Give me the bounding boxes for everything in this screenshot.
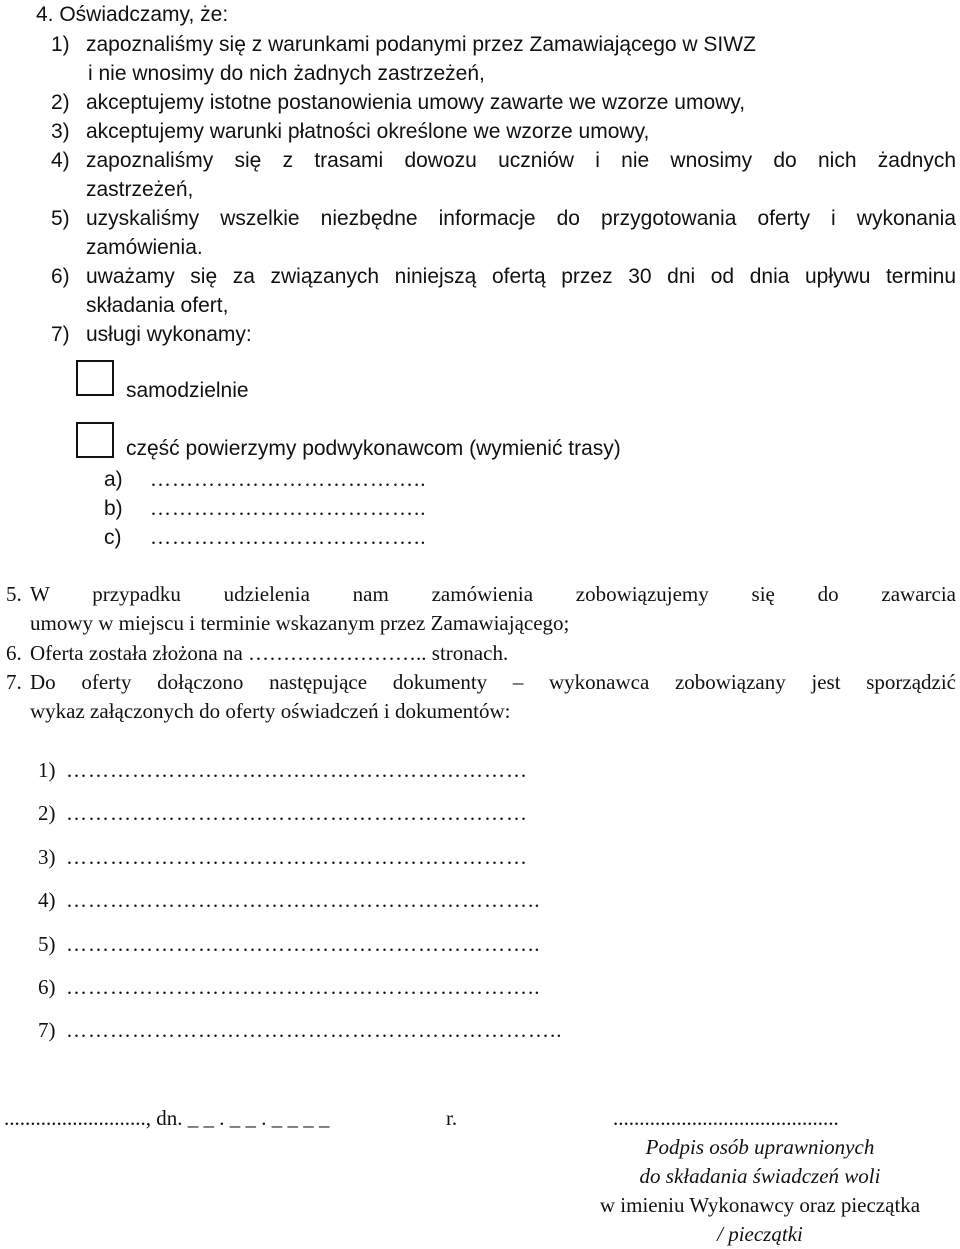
section-7-text: wykaz załączonych do oferty oświadczeń i dokumentów:	[30, 699, 511, 723]
signature-caption-line: do składania świadczeń woli	[639, 1164, 881, 1188]
year-suffix: r.	[446, 1106, 458, 1130]
attachment-label: 1)	[38, 758, 56, 782]
attachment-fill-line[interactable]: ………………………………………………………..	[66, 932, 541, 956]
section-5-number: 5.	[6, 582, 22, 606]
section-4-heading: 4. Oświadczamy, że:	[36, 3, 229, 26]
item-text: uważamy się za związanych niniejszą ofertą przez 30 dni od dnia upływu terminu	[86, 265, 956, 288]
signature-caption-line: / pieczątki	[717, 1222, 803, 1246]
item-text: zastrzeżeń,	[86, 178, 194, 201]
section-5-text: W przypadku udzielenia nam zamówienia zobowiązujemy się do zawarcia	[30, 582, 956, 606]
route-fill-line[interactable]: ………………………………..	[150, 467, 427, 491]
item-text: zamówienia.	[86, 236, 203, 259]
place-date-line[interactable]: ..........................., dn. _ _ . _ _ . _ _ _ _	[4, 1106, 330, 1130]
signature-dots[interactable]: ...........................................	[613, 1106, 839, 1130]
option-label: samodzielnie	[126, 379, 249, 402]
attachment-label: 3)	[38, 845, 56, 869]
item-text: akceptujemy warunki płatności określone we wzorze umowy,	[86, 120, 650, 143]
option-checkbox-self[interactable]	[76, 360, 114, 396]
route-fill-line[interactable]: ………………………………..	[150, 496, 427, 520]
item-number: 2)	[51, 91, 70, 114]
section-6-text: Oferta została złożona na …………………….. stronach.	[30, 641, 509, 665]
route-label: a)	[104, 468, 123, 491]
attachment-label: 4)	[38, 888, 56, 912]
attachment-fill-line[interactable]: ………………………………………………………	[66, 845, 528, 869]
route-label: b)	[104, 497, 123, 520]
item-number: 4)	[51, 149, 70, 172]
section-7-number: 7.	[6, 670, 22, 694]
attachment-label: 6)	[38, 975, 56, 999]
item-text: i nie wnosimy do nich żadnych zastrzeżeń,	[88, 62, 485, 85]
signature-caption-line: Podpis osób uprawnionych	[645, 1135, 875, 1159]
attachment-label: 7)	[38, 1018, 56, 1042]
item-number: 3)	[51, 120, 70, 143]
item-text: usługi wykonamy:	[86, 323, 252, 346]
item-number: 6)	[51, 265, 70, 288]
section-7-text: Do oferty dołączono następujące dokumenty – wykonawca zobowiązany jest sporządzić	[30, 670, 956, 694]
route-label: c)	[104, 526, 122, 549]
item-number: 5)	[51, 207, 70, 230]
signature-caption-line: w imieniu Wykonawcy oraz pieczątka	[599, 1193, 921, 1217]
attachment-fill-line[interactable]: ………………………………………………………..	[66, 888, 541, 912]
route-fill-line[interactable]: ………………………………..	[150, 525, 427, 549]
item-number: 7)	[51, 323, 70, 346]
attachment-label: 2)	[38, 801, 56, 825]
option-label: część powierzymy podwykonawcom (wymienić trasy)	[126, 437, 621, 460]
attachment-fill-line[interactable]: ………………………………………………………	[66, 801, 528, 825]
section-5-text: umowy w miejscu i terminie wskazanym przez Zamawiającego;	[30, 611, 570, 635]
section-6-number: 6.	[6, 641, 22, 665]
item-text: zapoznaliśmy się z trasami dowozu uczniów i nie wnosimy do nich żadnych	[86, 149, 956, 172]
signature-caption	[560, 1133, 960, 1249]
item-text: uzyskaliśmy wszelkie niezbędne informacje do przygotowania oferty i wykonania	[86, 207, 956, 230]
item-text: zapoznaliśmy się z warunkami podanymi przez Zamawiającego w SIWZ	[86, 33, 756, 56]
item-text: akceptujemy istotne postanowienia umowy zawarte we wzorze umowy,	[86, 91, 746, 114]
item-number: 1)	[51, 33, 70, 56]
attachment-fill-line[interactable]: …………………………………………………………..	[66, 1018, 563, 1042]
attachment-fill-line[interactable]: ………………………………………………………..	[66, 975, 541, 999]
attachment-label: 5)	[38, 932, 56, 956]
attachment-fill-line[interactable]: ………………………………………………………	[66, 758, 528, 782]
item-text: składania ofert,	[86, 294, 229, 317]
option-checkbox-subcontract[interactable]	[76, 422, 114, 458]
